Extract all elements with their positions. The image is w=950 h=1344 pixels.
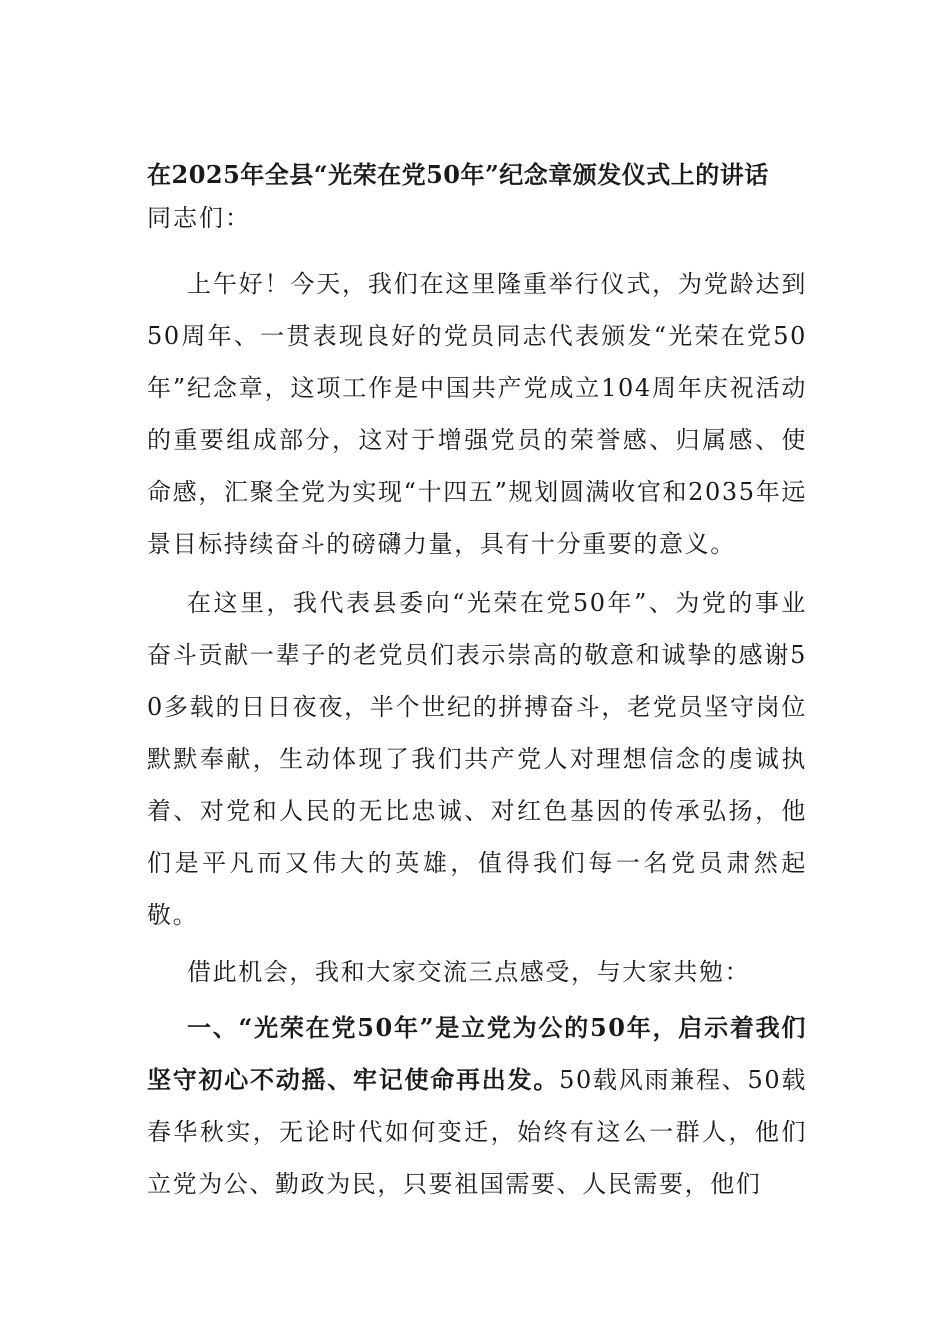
- paragraph-text: 50载风雨兼程、50载春华秋实，无论时代如何变迁，始终有这么一群人，他们立党为公、勤政为民，只要祖国需要、人民需要，他们: [147, 1066, 807, 1198]
- paragraph-point-one: [147, 1002, 807, 1210]
- paragraph-text: 在这里，我代表县委向“光荣在党50年”、为党的事业奋斗贡献一辈子的老党员们表示崇高的敬意和诚挚的感谢50多载的日日夜夜，半个世纪的拼搏奋斗，老党员坚守岗位默默奉献，生动体现了我们共产党人对理想信念的虔诚执着、对党和人民的无比忠诚、对红色基因的传承弘扬，他们是平凡而又伟大的英雄，值得我们每一名党员肃然起敬。: [147, 589, 807, 929]
- paragraph-tribute: [147, 577, 807, 941]
- salutation: 同志们：: [147, 204, 251, 232]
- paragraph-text: 上午好！今天，我们在这里隆重举行仪式，为党龄达到50周年、一贯表现良好的党员同志代表颁发“光荣在党50年”纪念章，这项工作是中国共产党成立104周年庆祝活动的重要组成部分，这对于增强党员的荣誉感、归属感、使命感，汇聚全党为实现“十四五”规划圆满收官和2035年远景目标持续奋斗的磅礴力量，具有十分重要的意义。: [147, 270, 807, 558]
- paragraph-opening: [147, 258, 807, 570]
- document-title: 在2025年全县“光荣在党50年”纪念章颁发仪式上的讲话: [147, 160, 769, 189]
- paragraph-text: 借此机会，我和大家交流三点感受，与大家共勉：: [187, 958, 751, 986]
- section-heading: 一、“光荣在党50年”是立党为公的50年，启示着我们坚守初心不动摇、牢记使命再出发。: [147, 1013, 807, 1094]
- paragraph-transition: [147, 946, 807, 998]
